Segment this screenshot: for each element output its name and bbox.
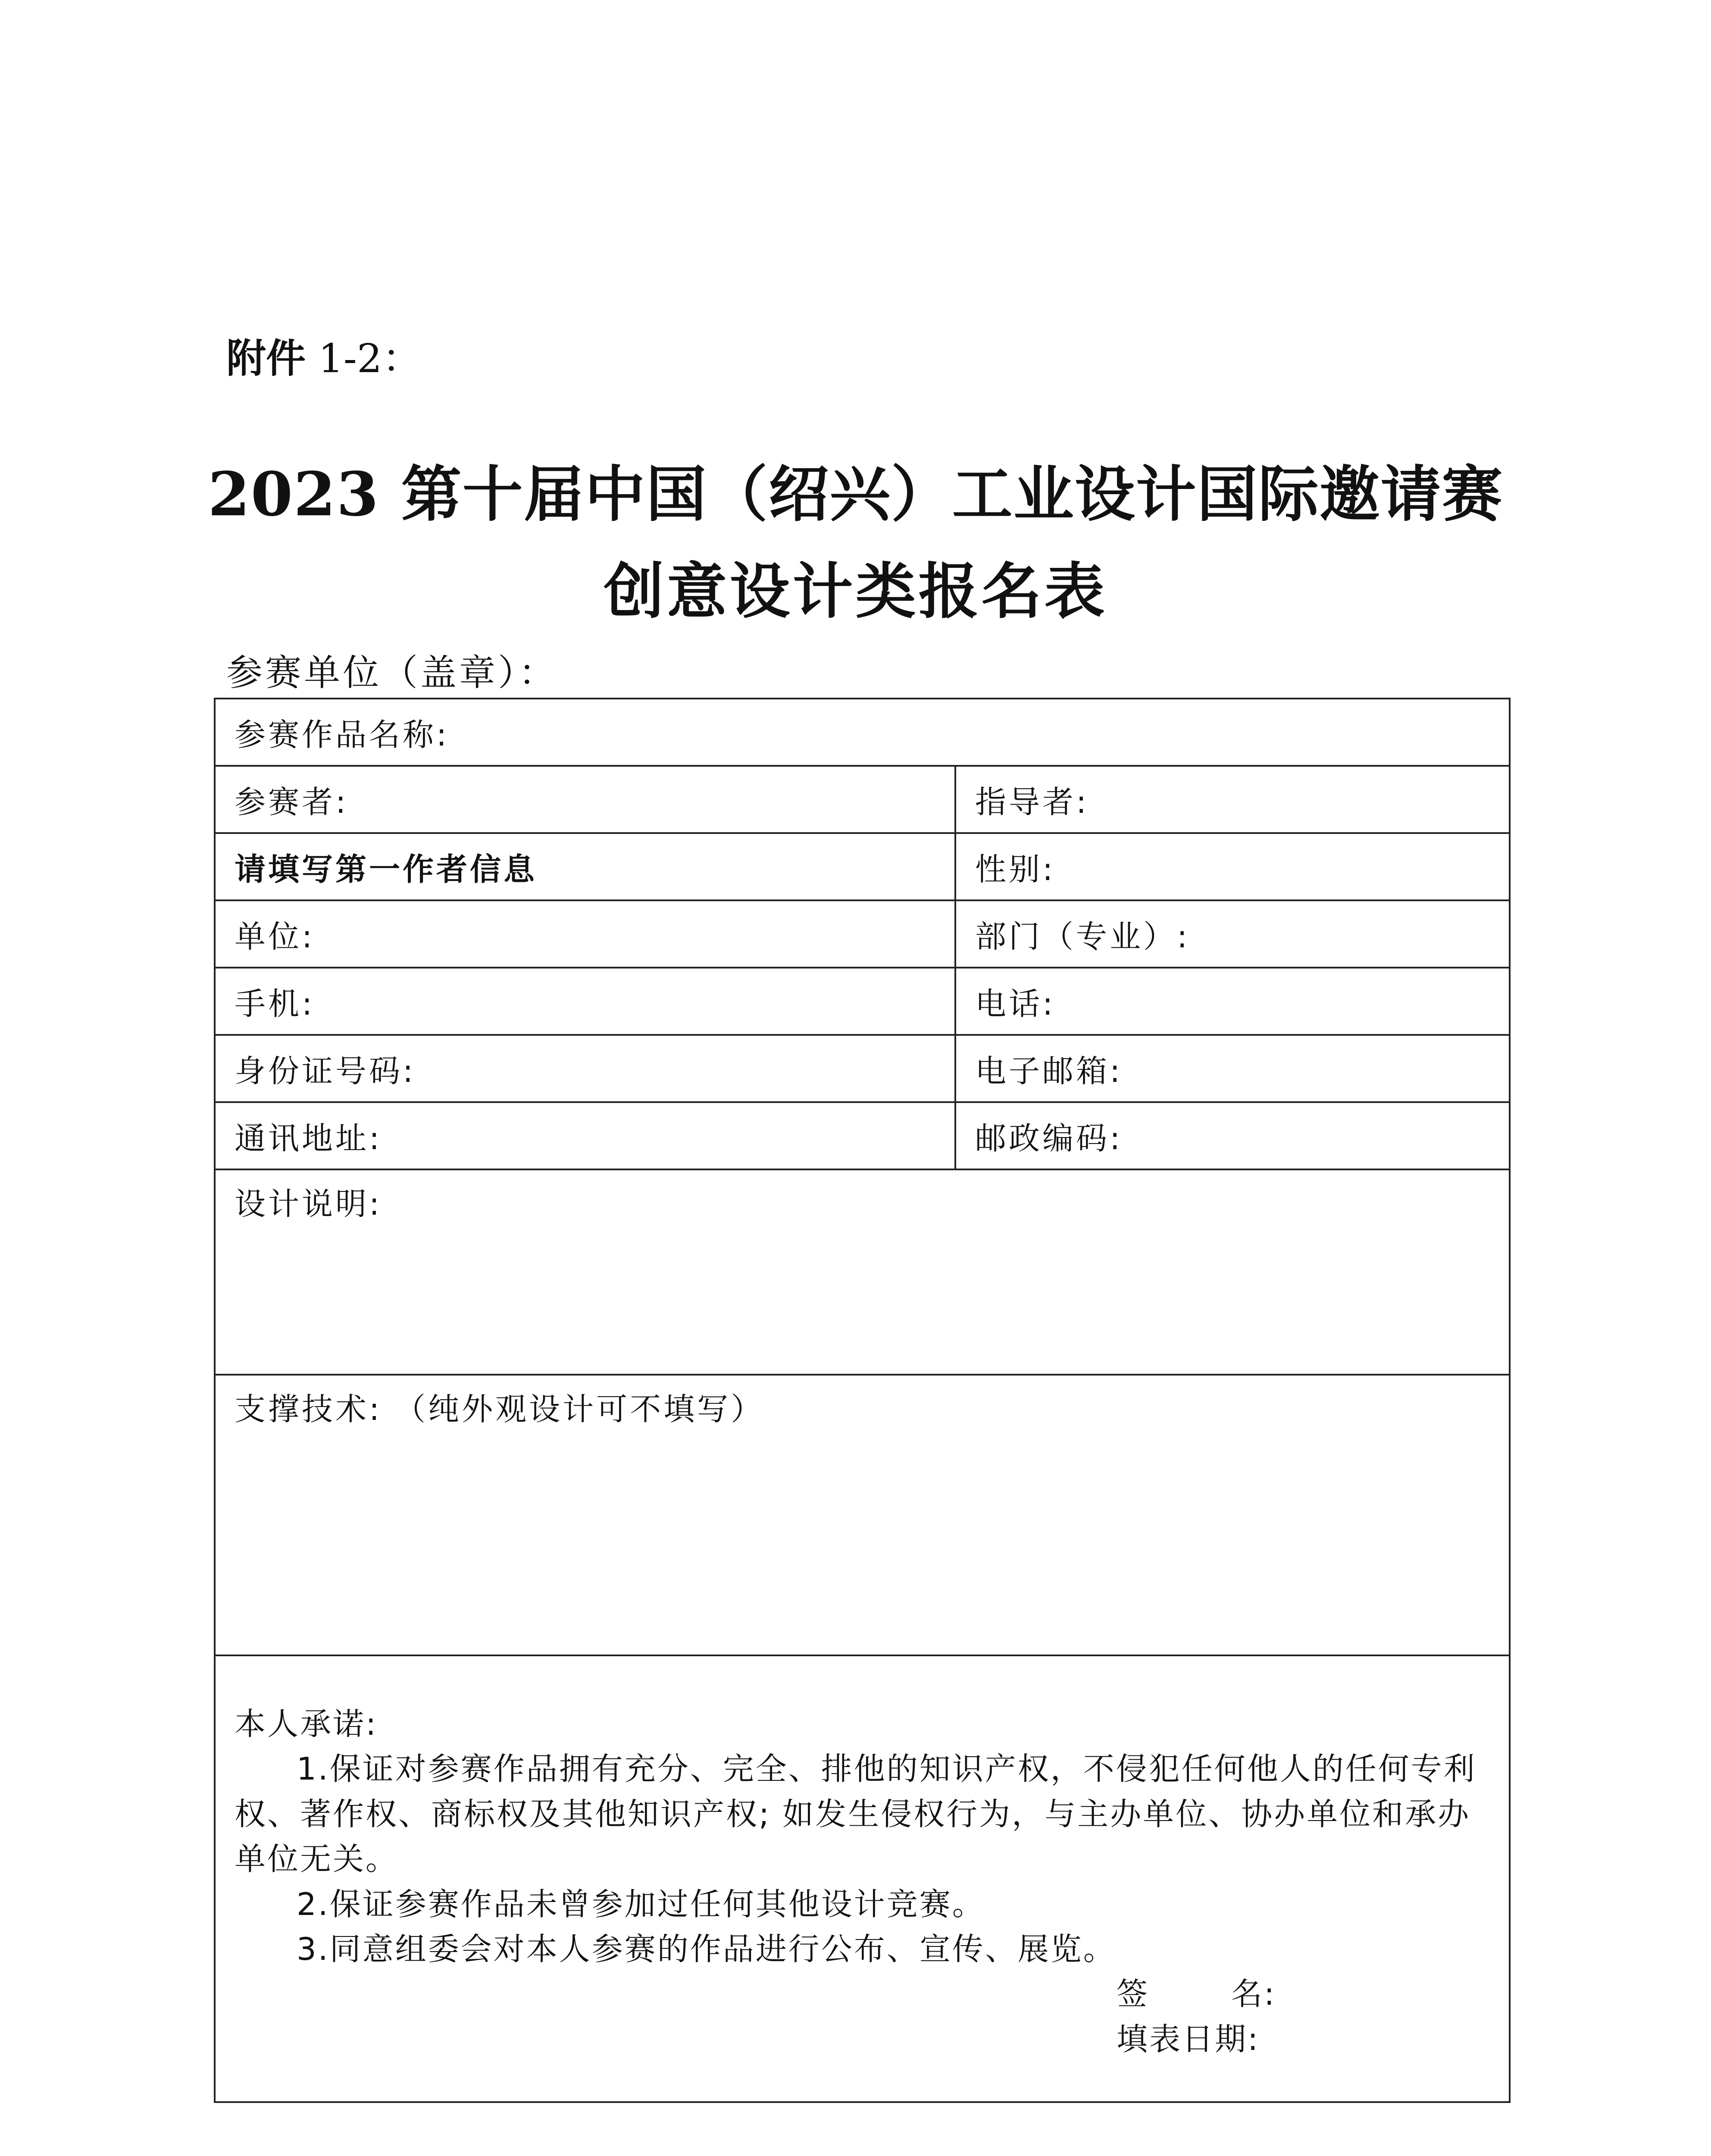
- pledge-item-1: 1.保证对参赛作品拥有充分、完全、排他的知识产权，不侵犯任何他人的任何专利权、著作权、商标权及其他知识产权; 如发生侵权行为，与主办单位、协办单位和承办单位无关。: [235, 1751, 1476, 1877]
- email-field[interactable]: 电子邮箱:: [955, 1035, 1510, 1102]
- attachment-label: [226, 327, 422, 384]
- support-tech-field[interactable]: 支撑技术: （纯外观设计可不填写）: [215, 1375, 1510, 1655]
- pledge-item-3: 3.同意组委会对本人参赛的作品进行公布、宣传、展览。: [297, 1930, 1116, 1967]
- first-author-note: 请填写第一作者信息: [215, 833, 955, 900]
- work-name-field[interactable]: 参赛作品名称:: [215, 699, 1510, 766]
- postcode-field[interactable]: 邮政编码:: [955, 1102, 1510, 1169]
- signature-line[interactable]: [235, 1971, 1492, 2016]
- design-description-field[interactable]: 设计说明:: [215, 1169, 1510, 1375]
- registration-form-table: [214, 698, 1511, 2103]
- mobile-field[interactable]: 手机:: [215, 968, 955, 1035]
- department-field[interactable]: 部门（专业）:: [955, 900, 1510, 968]
- address-field[interactable]: 通讯地址:: [215, 1102, 955, 1169]
- signature-label-b: 名:: [1231, 1976, 1276, 2012]
- signature-label-a: 签: [1117, 1976, 1150, 2012]
- title-line-1: 2023 第十届中国（绍兴）工业设计国际邀请赛: [208, 459, 1503, 530]
- unit-stamp-label: 参赛单位（盖章）：: [226, 652, 558, 694]
- attachment-prefix: 附件: [226, 335, 306, 382]
- pledge-heading: 本人承诺:: [235, 1706, 378, 1742]
- organization-field[interactable]: 单位:: [215, 900, 955, 968]
- gender-field[interactable]: 性别:: [955, 833, 1510, 900]
- advisor-field[interactable]: 指导者:: [955, 766, 1510, 833]
- attachment-number: 1-2：: [306, 335, 422, 382]
- date-line[interactable]: 填表日期:: [1117, 2021, 1260, 2057]
- title-line-2: 创意设计类报名表: [604, 556, 1107, 627]
- participant-field[interactable]: 参赛者:: [215, 766, 955, 833]
- id-number-field[interactable]: 身份证号码:: [215, 1035, 955, 1102]
- pledge-section: [215, 1655, 1510, 2102]
- phone-field[interactable]: 电话:: [955, 968, 1510, 1035]
- pledge-item-2: 2.保证参赛作品未曾参加过任何其他设计竞赛。: [297, 1886, 985, 1922]
